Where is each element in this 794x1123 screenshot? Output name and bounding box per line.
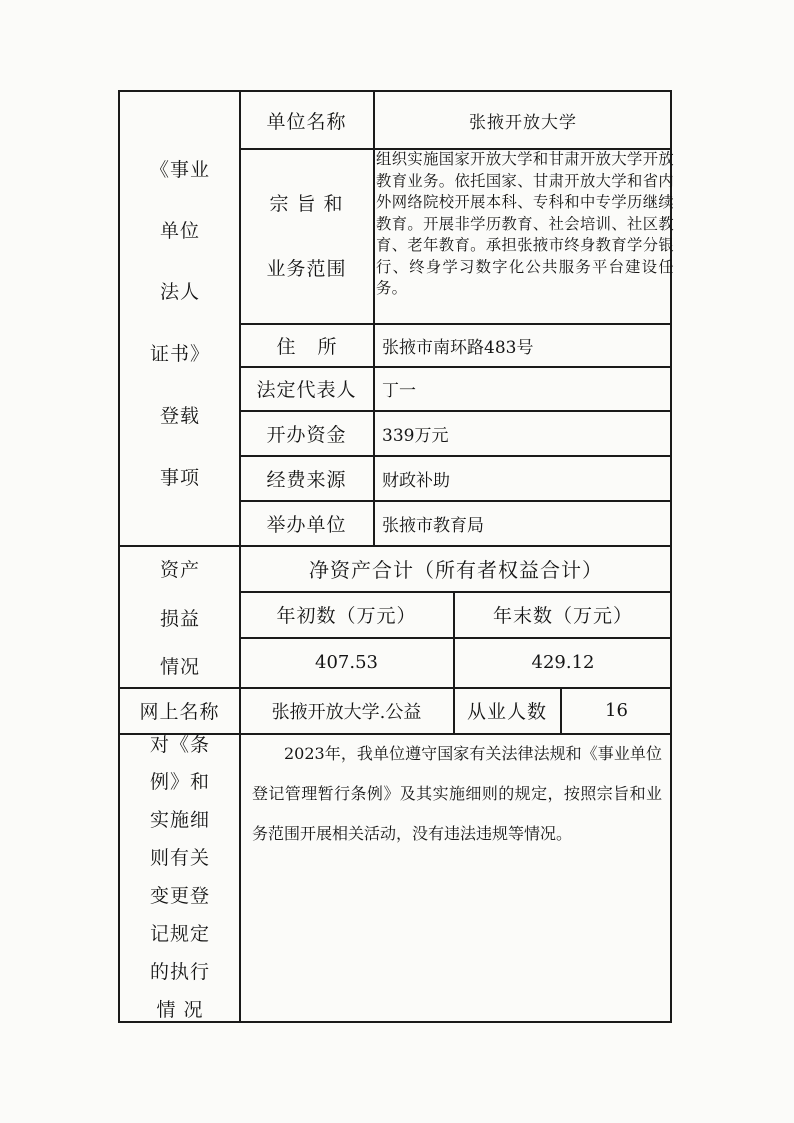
scope-value: 组织实施国家开放大学和甘肃开放大学开放教育业务。依托国家、甘肃开放大学和省内外网络院校开展本科、专科和中专学历继续教育。开展非学历教育、社会培训、社区教育、老年教育。承担张掖市终身教育学分银行、终身学习数字化公共服务平台建设任务。 xyxy=(376,150,674,297)
compliance-title-line-7: 的执行 xyxy=(149,961,210,983)
staff-count-label: 从业人数 xyxy=(466,701,547,723)
unit-name-value: 张掖开放大学 xyxy=(469,112,577,133)
net-assets-header: 净资产合计（所有者权益合计） xyxy=(309,558,603,582)
compliance-title-line-5: 变更登 xyxy=(149,885,210,907)
compliance-statement: 2023年，我单位遵守国家有关法律法规和《事业单位登记管理暂行条例》及其实施细则的规定，按照宗旨和业务范围开展相关活动，没有违法违规等情况。 xyxy=(252,744,662,843)
compliance-title-line-3: 实施细 xyxy=(149,809,210,831)
end-year-label: 年末数（万元） xyxy=(492,605,633,627)
registration-title-line-5: 登载 xyxy=(159,405,200,427)
assets-title-line-2: 损益 xyxy=(159,608,200,630)
funding-label: 经费来源 xyxy=(266,468,347,491)
funding-value: 财政补助 xyxy=(382,470,450,491)
begin-year-label: 年初数（万元） xyxy=(276,605,417,627)
end-year-value: 429.12 xyxy=(531,652,595,673)
scope-label-line-2: 业务范围 xyxy=(266,257,347,280)
address-label: 住所 xyxy=(276,335,359,358)
begin-year-value: 407.53 xyxy=(315,652,378,673)
compliance-title-line-2: 例》和 xyxy=(149,771,210,793)
assets-title-line-3: 情况 xyxy=(159,656,200,678)
unit-name-label: 单位名称 xyxy=(266,110,347,133)
compliance-title-line-4: 则有关 xyxy=(149,847,210,869)
registration-title-line-6: 事项 xyxy=(159,467,200,489)
assets-title-line-1: 资产 xyxy=(159,559,200,581)
scope-label-line-1: 宗 旨 和 xyxy=(269,192,344,215)
staff-count-value: 16 xyxy=(605,700,628,721)
compliance-title-line-1: 对《条 xyxy=(149,734,210,756)
address-value: 张掖市南环路483号 xyxy=(382,337,534,358)
compliance-title-line-6: 记规定 xyxy=(149,923,210,945)
legal-rep-value: 丁一 xyxy=(382,381,416,401)
online-name-value: 张掖开放大学.公益 xyxy=(271,701,422,723)
registration-form xyxy=(118,90,672,1023)
sponsor-value: 张掖市教育局 xyxy=(382,515,484,536)
capital-value: 339万元 xyxy=(382,425,449,446)
capital-label: 开办资金 xyxy=(266,423,347,446)
registration-title-line-4: 证书》 xyxy=(149,343,210,365)
registration-title-line-3: 法人 xyxy=(159,281,200,303)
online-name-label: 网上名称 xyxy=(139,701,220,723)
registration-title-line-2: 单位 xyxy=(159,220,200,242)
legal-rep-label: 法定代表人 xyxy=(256,379,357,401)
registration-title-line-1: 《事业 xyxy=(149,159,210,181)
sponsor-label: 举办单位 xyxy=(266,513,347,536)
compliance-title-line-8: 情 况 xyxy=(156,999,204,1021)
